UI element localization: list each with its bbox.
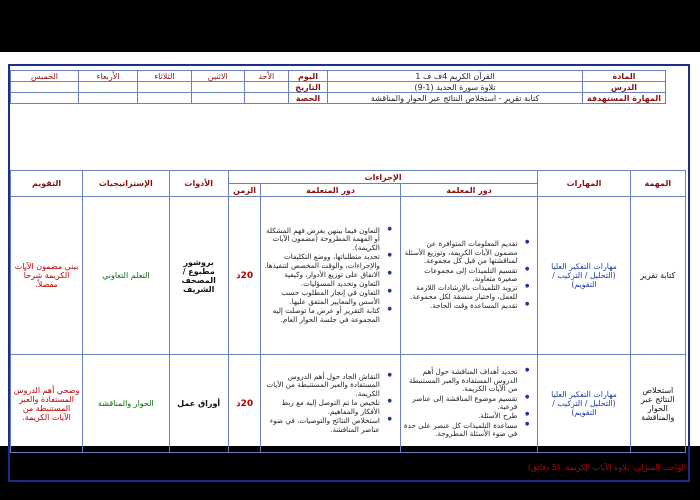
- col-procedures: الإجراءات: [228, 171, 538, 184]
- task-cell: كتابة تقرير: [630, 197, 685, 355]
- lesson-label: الدرس: [583, 82, 666, 93]
- period-cell: [79, 93, 138, 104]
- period-label: الحصة: [289, 93, 328, 104]
- date-cell: [138, 82, 192, 93]
- col-evaluation: التقويم: [11, 171, 83, 197]
- period-cell: [244, 93, 288, 104]
- col-student-role: دور المتعلمة: [261, 184, 401, 197]
- col-tools: الأدوات: [169, 171, 228, 197]
- col-time: الزمن: [228, 184, 261, 197]
- tools-cell: بروشور مطبوع / المصحف الشريف: [169, 197, 228, 355]
- time-cell: 20د: [228, 355, 261, 453]
- list-item: ● تقسيم موضوع المناقشة إلى عناصر فرعية.: [403, 395, 524, 412]
- skills-cell: مهارات التفكير العليا (التحليل / التركيب / التقويم): [538, 355, 630, 453]
- col-skills: المهارات: [538, 171, 630, 197]
- list-item: ● تلخيص ما تم التوصل إليه مع ربط الأفكار والمفاهيم.: [263, 399, 386, 416]
- teacher-role-cell: [400, 197, 538, 355]
- table-row: [11, 355, 686, 453]
- list-item: ● تقديم المساعدة وقت الحاجة.: [403, 302, 524, 310]
- list-item: ● كتابة التقرير أو عرض ما توصلت إليه المجموعة في جلسة الحوار العام.: [263, 307, 386, 324]
- tools-cell: أوراق عمل: [169, 355, 228, 453]
- list-item: ● تقديم المعلومات المتوافرة عن مضمون الآيات الكريمة، وتوزيع الأسئلة لمناقشتها من قبل كل مجموعة.: [403, 240, 524, 265]
- list-item: ● مساعدة التلميذات كل عنصر على حدة في ضوء الأسئلة المطروحة.: [403, 422, 524, 439]
- header-table: [10, 70, 666, 104]
- task-cell: استخلاص النتائج عبر الحوار والمناقشة: [630, 355, 685, 453]
- list-item: ● تحديد متطلباتها، ووضع التكليفات والإجراءات، والوقت المخصص لتنفيذها.: [263, 253, 386, 270]
- skills-label: المهارة المستهدفة: [583, 93, 666, 104]
- list-item: ● استخلاص النتائج والتوصيات، في ضوء عناصر المناقشة.: [263, 417, 386, 434]
- period-cell: [138, 93, 192, 104]
- date-label: التاريخ: [289, 82, 328, 93]
- list-item: ● التعاون فيما بينهن بغرض فهم المشكلة أو المهمة المطروحة (مضمون الآيات الكريمة).: [263, 227, 386, 252]
- evaluation-cell: بيني مضمون الآيات الكريمة شرحاً مفصلاً.: [11, 197, 83, 355]
- date-cell: [244, 82, 288, 93]
- lesson-table: [10, 170, 686, 453]
- student-role-cell: [261, 355, 401, 453]
- day-label: اليوم: [289, 71, 328, 82]
- student-role-cell: [261, 197, 401, 355]
- strategy-cell: الحوار والمناقشة: [83, 355, 169, 453]
- list-item: ● تحديد أهداف المناقشة حول أهم الدروس المستفادة والعبر المستنبطة من الآيات الكريمة.: [403, 368, 524, 393]
- date-cell: [79, 82, 138, 93]
- lesson-value: تلاوة سورة الحديد (1-9): [328, 82, 583, 93]
- time-cell: 20د: [228, 197, 261, 355]
- day-thursday: الخميس: [11, 71, 79, 82]
- skills-value: كتابة تقرير - استخلاص النتائج عبر الحوار والمناقشة: [328, 93, 583, 104]
- teacher-role-cell: [400, 355, 538, 453]
- skills-cell: مهارات التفكير العليا (التحليل / التركيب / التقويم): [538, 197, 630, 355]
- col-task: المهمة: [630, 171, 685, 197]
- subject-label: المادة: [583, 71, 666, 82]
- day-tuesday: الثلاثاء: [138, 71, 192, 82]
- day-wednesday: الأربعاء: [79, 71, 138, 82]
- date-cell: [191, 82, 244, 93]
- strategy-cell: التعلم التعاوني: [83, 197, 169, 355]
- homework-note: الواجب المنزلي: تلاوة الآيات الكريمة. (5 دقائق): [527, 463, 686, 472]
- period-cell: [11, 93, 79, 104]
- date-cell: [11, 82, 79, 93]
- evaluation-cell: وضحي أهم الدروس المستفادة والعبر المستنبطة من الآيات الكريمة.: [11, 355, 83, 453]
- subject-value: القرآن الكريم 4ف ف 1: [328, 71, 583, 82]
- period-cell: [191, 93, 244, 104]
- col-strategies: الإستراتيجيات: [83, 171, 169, 197]
- table-row: [11, 197, 686, 355]
- list-item: ● تزويد التلميذات بالإرشادات اللازمة للعمل، واختيار منسقة لكل مجموعة.: [403, 284, 524, 301]
- col-teacher-role: دور المعلمة: [400, 184, 538, 197]
- list-item: ● التعاون في إنجاز المطلوب حسب الأسس والمعايير المتفق عليها.: [263, 289, 386, 306]
- list-item: ● الاتفاق على توزيع الأدوار، وكيفية التعاون وتحديد المسؤليات.: [263, 271, 386, 288]
- day-monday: الاثنين: [191, 71, 244, 82]
- lesson-plan-page: [0, 52, 700, 472]
- day-sunday: الأحد: [244, 71, 288, 82]
- list-item: ● طرح الأسئلة.: [403, 412, 524, 420]
- list-item: ● تقسيم التلميذات إلى مجموعات صغيرة متعاونة.: [403, 267, 524, 284]
- list-item: ● النقاش الجاد حول أهم الدروس المستفادة والعبر المستنبطة من الآيات الكريمة.: [263, 373, 386, 398]
